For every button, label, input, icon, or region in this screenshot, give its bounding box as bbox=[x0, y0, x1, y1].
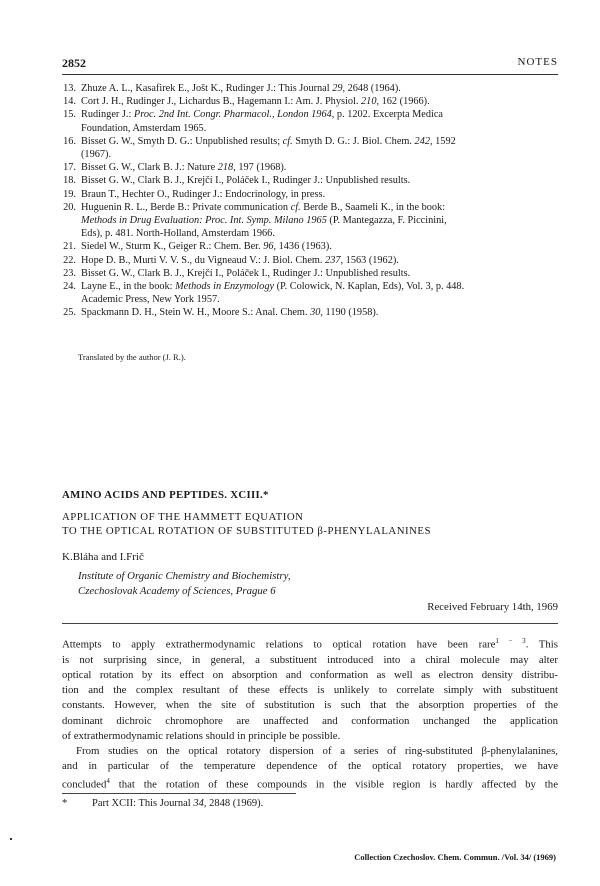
reference-line bbox=[81, 135, 558, 148]
reference-segment: 1563 (1962). bbox=[343, 254, 399, 266]
affiliation-line-2: Czechoslovak Academy of Sciences, Prague 6 bbox=[78, 585, 276, 597]
reference-segment: 1436 (1963). bbox=[276, 241, 332, 253]
reference-segment: cf. bbox=[282, 135, 293, 147]
reference-line bbox=[81, 148, 558, 161]
reference-item bbox=[62, 174, 558, 187]
reference-segment: Methods in Enzymology bbox=[175, 281, 275, 293]
reference-item bbox=[62, 188, 558, 201]
reference-segment: Berde B., Saameli K., in the book: bbox=[300, 201, 446, 213]
footnote-mark: * bbox=[62, 798, 68, 809]
reference-segment: 237, bbox=[325, 254, 344, 266]
body-segment: From studies on the optical rotatory dispersion of a series of ring-substituted β-phenylalanines, bbox=[76, 745, 558, 758]
article-body bbox=[62, 634, 558, 793]
journal-footer: Collection Czechoslov. Chem. Commun. /Vol. 34/ (1969) bbox=[354, 852, 556, 862]
reference-segment: 29, bbox=[332, 83, 346, 94]
reference-list bbox=[62, 82, 558, 320]
reference-line bbox=[81, 174, 558, 187]
reference-item bbox=[62, 254, 558, 267]
body-line bbox=[62, 759, 558, 774]
reference-line bbox=[81, 122, 558, 135]
body-segment: and in particular of the temperature dependence of the optical rotatory properties, we have bbox=[62, 760, 558, 773]
footnote-volume: 34, bbox=[193, 798, 207, 809]
reference-segment: Zhuze A. L., Kasafirek E., Jošt K., Rudinger J.: This Journal bbox=[81, 83, 333, 94]
body-segment: optical rotation by its effect on absorption and conformation as well as electron density distribu- bbox=[62, 669, 558, 681]
reference-text bbox=[76, 280, 558, 306]
reference-item bbox=[62, 161, 558, 174]
reference-segment: Smyth D. G.: J. Biol. Chem. bbox=[292, 135, 415, 147]
body-segment: that the rotation of these compounds in the visible region is hardly affected by the bbox=[109, 779, 558, 792]
reference-text bbox=[76, 267, 558, 280]
body-line bbox=[62, 744, 558, 759]
reference-segment: Huguenin R. L., Berde B.: Private communication bbox=[81, 201, 291, 213]
reference-number: 23. bbox=[63, 267, 76, 279]
reference-segment: (P. Colowick, N. Kaplan, Eds), Vol. 3, p. 448. bbox=[274, 281, 465, 293]
reference-text bbox=[76, 108, 558, 134]
reference-segment: Academic Press, New York 1957. bbox=[81, 294, 220, 306]
received-date: Received February 14th, 1969 bbox=[427, 601, 558, 613]
reference-number: 25. bbox=[63, 307, 76, 319]
reference-line bbox=[81, 240, 558, 253]
reference-segment: 162 (1966). bbox=[379, 96, 430, 108]
footnote bbox=[62, 798, 263, 809]
body-line bbox=[62, 683, 558, 698]
reference-segment: Methods in Drug Evaluation: Proc. Int. Symp. Milano 1965 bbox=[81, 215, 327, 227]
reference-text bbox=[76, 240, 558, 253]
reference-text bbox=[76, 135, 558, 161]
reference-text bbox=[76, 201, 558, 241]
reference-item bbox=[62, 95, 558, 108]
body-segment: dominant dichroic chromophore are unaffected and conformation unchanged the application bbox=[62, 714, 558, 727]
citation-superscript: 1 − 3 bbox=[495, 637, 526, 645]
reference-segment: (P. Mantegazza, F. Piccinini, bbox=[326, 215, 447, 227]
body-line bbox=[62, 714, 558, 729]
scan-speck bbox=[10, 838, 12, 840]
reference-segment: 197 (1968). bbox=[235, 162, 287, 174]
body-segment: tion and the complex resultant of these effects is unlikely to correlate simply with substituent bbox=[62, 684, 558, 697]
article-title: AMINO ACIDS AND PEPTIDES. XCIII.* bbox=[62, 489, 269, 501]
reference-line bbox=[81, 188, 558, 201]
reference-segment: 30, bbox=[310, 307, 323, 319]
body-segment: Attempts to apply extrathermodynamic relations to optical rotation have been rare bbox=[62, 638, 496, 651]
reference-segment: 96, bbox=[263, 241, 277, 253]
body-line bbox=[62, 634, 558, 653]
reference-number: 18. bbox=[63, 175, 76, 187]
reference-number: 14. bbox=[63, 96, 76, 108]
reference-line bbox=[81, 201, 558, 214]
reference-segment: Foundation, Amsterdam 1965. bbox=[81, 122, 207, 134]
reference-text bbox=[76, 82, 558, 95]
article-subtitle-line-1: APPLICATION OF THE HAMMETT EQUATION bbox=[62, 511, 304, 523]
reference-line bbox=[81, 280, 558, 293]
body-segment: . This bbox=[525, 638, 558, 651]
reference-line bbox=[81, 267, 558, 280]
reference-segment: Bisset G. W., Smyth D. G.: Unpublished results; bbox=[81, 135, 283, 147]
reference-segment: 242, bbox=[414, 135, 433, 147]
reference-number: 19. bbox=[63, 188, 76, 200]
reference-number: 15. bbox=[63, 109, 76, 121]
reference-segment: Braun T., Hechter O., Rudinger J.: Endocrinology, in press. bbox=[81, 188, 326, 200]
translator-note: Translated by the author (J. R.). bbox=[78, 352, 186, 362]
reference-line bbox=[81, 108, 558, 121]
reference-line bbox=[81, 82, 558, 95]
footnote-text-a: Part XCII: This Journal bbox=[92, 798, 194, 809]
reference-item bbox=[62, 108, 558, 134]
reference-number: 16. bbox=[63, 135, 76, 147]
abstract-rule bbox=[62, 623, 558, 624]
reference-segment: Cort J. H., Rudinger J., Lichardus B., Hagemann I.: Am. J. Physiol. bbox=[81, 96, 362, 108]
reference-line bbox=[81, 254, 558, 267]
reference-segment: Hope D. B., Murti V. V. S., du Vigneaud V.: J. Biol. Chem. bbox=[81, 254, 326, 266]
body-line bbox=[62, 668, 558, 683]
reference-number: 24. bbox=[63, 281, 76, 293]
reference-segment: Spackmann D. H., Stein W. H., Moore S.: Anal. Chem. bbox=[81, 307, 311, 319]
reference-text bbox=[76, 95, 558, 108]
footnote-text-c: 2848 (1969). bbox=[206, 798, 264, 809]
article-subtitle-line-2: TO THE OPTICAL ROTATION OF SUBSTITUTED β-PHENYLALANINES bbox=[62, 525, 432, 537]
reference-text bbox=[76, 161, 558, 174]
reference-segment: 1592 bbox=[432, 135, 456, 147]
reference-item bbox=[62, 280, 558, 306]
page-number: 2852 bbox=[62, 56, 86, 70]
reference-line bbox=[81, 293, 558, 306]
body-segment: constants. However, when the site of substitution is such that the absorption properties of the bbox=[62, 699, 558, 712]
reference-item bbox=[62, 201, 558, 241]
footnote-rule bbox=[62, 793, 296, 794]
reference-item bbox=[62, 135, 558, 161]
reference-number: 13. bbox=[63, 83, 76, 94]
reference-number: 21. bbox=[63, 241, 76, 253]
reference-line bbox=[81, 214, 558, 227]
reference-segment: 210, bbox=[361, 96, 380, 108]
body-segment: concluded bbox=[62, 779, 107, 792]
reference-segment: Rudinger J.: bbox=[81, 109, 134, 121]
body-segment: of extrathermodynamic relations should in principle be possible. bbox=[62, 729, 341, 742]
reference-text bbox=[76, 174, 558, 187]
reference-segment: p. 1202. Excerpta Medica bbox=[334, 109, 443, 121]
reference-segment: Proc. 2nd Int. Congr. Pharmacol., London 1964, bbox=[133, 109, 335, 121]
reference-item bbox=[62, 240, 558, 253]
reference-item bbox=[62, 306, 558, 319]
reference-line bbox=[81, 95, 558, 108]
reference-text bbox=[76, 306, 558, 319]
article-authors: K.Bláha and I.Frič bbox=[62, 551, 144, 563]
body-line bbox=[62, 729, 558, 744]
body-line bbox=[62, 774, 558, 793]
reference-segment: 2648 (1964). bbox=[345, 83, 401, 94]
reference-number: 20. bbox=[63, 201, 76, 213]
reference-number: 22. bbox=[63, 254, 76, 266]
reference-segment: Bisset G. W., Clark B. J.: Nature bbox=[81, 162, 218, 174]
reference-number: 17. bbox=[63, 162, 76, 174]
reference-item bbox=[62, 82, 558, 95]
section-name: NOTES bbox=[517, 56, 558, 68]
reference-segment: cf. bbox=[290, 201, 301, 213]
citation-superscript: 4 bbox=[106, 777, 110, 786]
page-header bbox=[62, 56, 558, 72]
reference-segment: Layne E., in the book: bbox=[81, 281, 176, 293]
body-line bbox=[62, 698, 558, 713]
reference-line bbox=[81, 227, 558, 240]
reference-text bbox=[76, 188, 558, 201]
reference-line bbox=[81, 161, 558, 174]
reference-segment: 1190 (1958). bbox=[322, 307, 379, 319]
header-rule bbox=[62, 74, 558, 75]
reference-segment: (1967). bbox=[81, 149, 112, 161]
reference-item bbox=[62, 267, 558, 280]
reference-segment: Siedel W., Sturm K., Geiger R.: Chem. Ber. bbox=[81, 241, 264, 253]
body-segment: is not surprising since, in general, a substituent introduced into a chiral molecule may alter bbox=[62, 653, 558, 666]
reference-segment: Bisset G. W., Clark B. J., Krejčí I., Poláček I., Rudinger J.: Unpublished results. bbox=[81, 175, 411, 187]
reference-segment: Bisset G. W., Clark B. J., Krejčí I., Poláček I., Rudinger J.: Unpublished results. bbox=[81, 267, 411, 279]
reference-text bbox=[76, 254, 558, 267]
reference-segment: Eds), p. 481. North-Holland, Amsterdam 1966. bbox=[81, 228, 275, 240]
affiliation-line-1: Institute of Organic Chemistry and Biochemistry, bbox=[78, 570, 291, 582]
body-line bbox=[62, 653, 558, 668]
reference-line bbox=[81, 306, 558, 319]
reference-segment: 218, bbox=[217, 162, 236, 174]
